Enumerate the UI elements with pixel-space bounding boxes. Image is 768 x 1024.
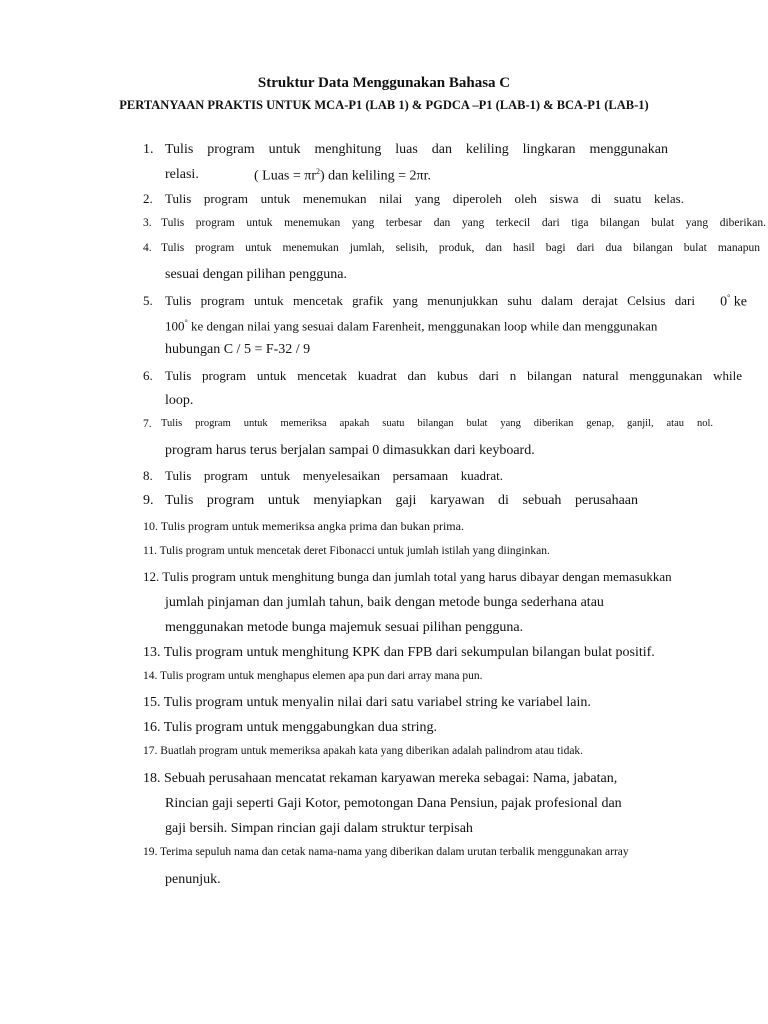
item-continuation: 100° ke dengan nilai yang sesuai dalam Farenheit, menggunakan loop while dan menggunakan (165, 318, 658, 334)
item-number: 2. (143, 191, 153, 206)
list-item (143, 217, 766, 233)
item-continuation: hubungan C / 5 = F-32 / 9 (165, 342, 311, 357)
item-number: 1. (143, 142, 154, 157)
item-text: Tulis program untuk menyalin nilai dari satu variabel string ke variabel lain. (163, 695, 591, 710)
item-text: Terima sepuluh nama dan cetak nama-nama yang diberikan dalam urutan terbalik menggunakan array (160, 846, 629, 858)
list-item (143, 695, 591, 711)
list-item (143, 771, 617, 787)
document-subtitle: PERTANYAAN PRAKTIS UNTUK MCA-P1 (LAB 1) & PGDCA –P1 (LAB-1) & BCA-P1 (LAB-1) (119, 98, 649, 112)
list-item (143, 468, 503, 486)
item-continuation: loop. (165, 393, 194, 408)
item-number: 13. (143, 645, 161, 660)
item-text: Tulis program untuk mencetak deret Fibonacci untuk jumlah istilah yang diinginkan. (159, 545, 550, 557)
item-number: 11. (143, 545, 157, 557)
item-number: 7. (143, 418, 152, 430)
item-text: Tulis program untuk mencetak kuadrat dan kubus dari n bilangan natural menggunakan while (165, 368, 742, 383)
item-number: 19. (143, 846, 158, 858)
formula-text: ( Luas = $\pi r^2$) dan keliling = 2πr. (254, 167, 432, 184)
list-item (143, 670, 483, 682)
item-number: 5. (143, 293, 153, 308)
item-text: Tulis program untuk menghitung luas dan keliling lingkaran menggunakan (165, 142, 668, 157)
item-text: Tulis program untuk menghitung bunga dan jumlah total yang harus dibayar dengan memasukkan (162, 569, 672, 584)
item-text: Tulis program untuk menyiapkan gaji karyawan di sebuah perusahaan (165, 493, 638, 508)
item-continuation: sesuai dengan pilihan pengguna. (165, 267, 347, 282)
item-number: 8. (143, 468, 153, 483)
item-text: Tulis program untuk menggabungkan dua string. (163, 720, 437, 735)
item-text: Tulis program untuk menyelesaikan persamaan kuadrat. (165, 468, 503, 483)
list-item (143, 142, 668, 162)
item-text: Tulis program untuk menemukan jumlah, selisih, produk, dan hasil bagi dari dua bilangan bulat manapun (161, 242, 760, 254)
item-number: 14. (143, 670, 158, 682)
list-item (143, 846, 629, 858)
list-item (143, 493, 638, 513)
item-number: 16. (143, 720, 161, 735)
item-text: relasi. (165, 167, 199, 182)
item-number: 17. (143, 745, 158, 757)
list-item (143, 191, 684, 209)
item-continuation: penunjuk. (165, 872, 221, 887)
item-number: 9. (143, 493, 154, 508)
item-text: Tulis program untuk menghapus elemen apa pun dari array mana pun. (160, 670, 483, 682)
item-number: 10. (143, 519, 158, 533)
item-text: Tulis program untuk menghitung KPK dan FPB dari sekumpulan bilangan bulat positif. (163, 645, 655, 660)
list-item (143, 569, 672, 585)
list-item (143, 418, 713, 434)
item-number: 18. (143, 771, 161, 786)
item-continuation: jumlah pinjaman dan jumlah tahun, baik dengan metode bunga sederhana atau (165, 595, 604, 610)
list-item (143, 242, 760, 258)
item-number: 15. (143, 695, 161, 710)
list-item (143, 368, 742, 386)
item-text: Tulis program untuk memeriksa angka prima dan bukan prima. (160, 519, 464, 533)
item-text: Buatlah program untuk memeriksa apakah kata yang diberikan adalah palindrom atau tidak. (160, 745, 584, 757)
list-item (143, 519, 464, 534)
list-item (143, 545, 550, 557)
item-number: 3. (143, 217, 152, 229)
item-number: 4. (143, 242, 152, 254)
item-number: 6. (143, 368, 153, 383)
item-text: Tulis program untuk menemukan nilai yang diperoleh oleh siswa di suatu kelas. (165, 191, 684, 206)
list-item (143, 745, 583, 757)
list-item (143, 293, 747, 311)
list-item (143, 645, 655, 661)
item-continuation: gaji bersih. Simpan rincian gaji dalam struktur terpisah (165, 821, 473, 836)
item-continuation: menggunakan metode bunga majemuk sesuai pilihan pengguna. (165, 620, 524, 635)
temperature-start: 0° ke (720, 293, 747, 310)
item-text: Sebuah perusahaan mencatat rekaman karyawan mereka sebagai: Nama, jabatan, (164, 771, 618, 786)
item-text: Tulis program untuk memeriksa apakah suatu bilangan bulat yang diberikan genap, ganjil, atau nol. (161, 418, 713, 429)
item-continuation: program harus terus berjalan sampai 0 dimasukkan dari keyboard. (165, 443, 535, 458)
item-continuation (165, 167, 199, 183)
document-title: Struktur Data Menggunakan Bahasa C (257, 75, 511, 91)
item-text: Tulis program untuk menemukan yang terbesar dan yang terkecil dari tiga bilangan bulat yang diberikan. (161, 217, 766, 229)
item-number: 12. (143, 569, 160, 584)
item-continuation: Rincian gaji seperti Gaji Kotor, pemotongan Dana Pensiun, pajak profesional dan (165, 796, 622, 811)
list-item (143, 720, 437, 736)
item-text: Tulis program untuk mencetak grafik yang menunjukkan suhu dalam derajat Celsius dari (165, 293, 695, 308)
